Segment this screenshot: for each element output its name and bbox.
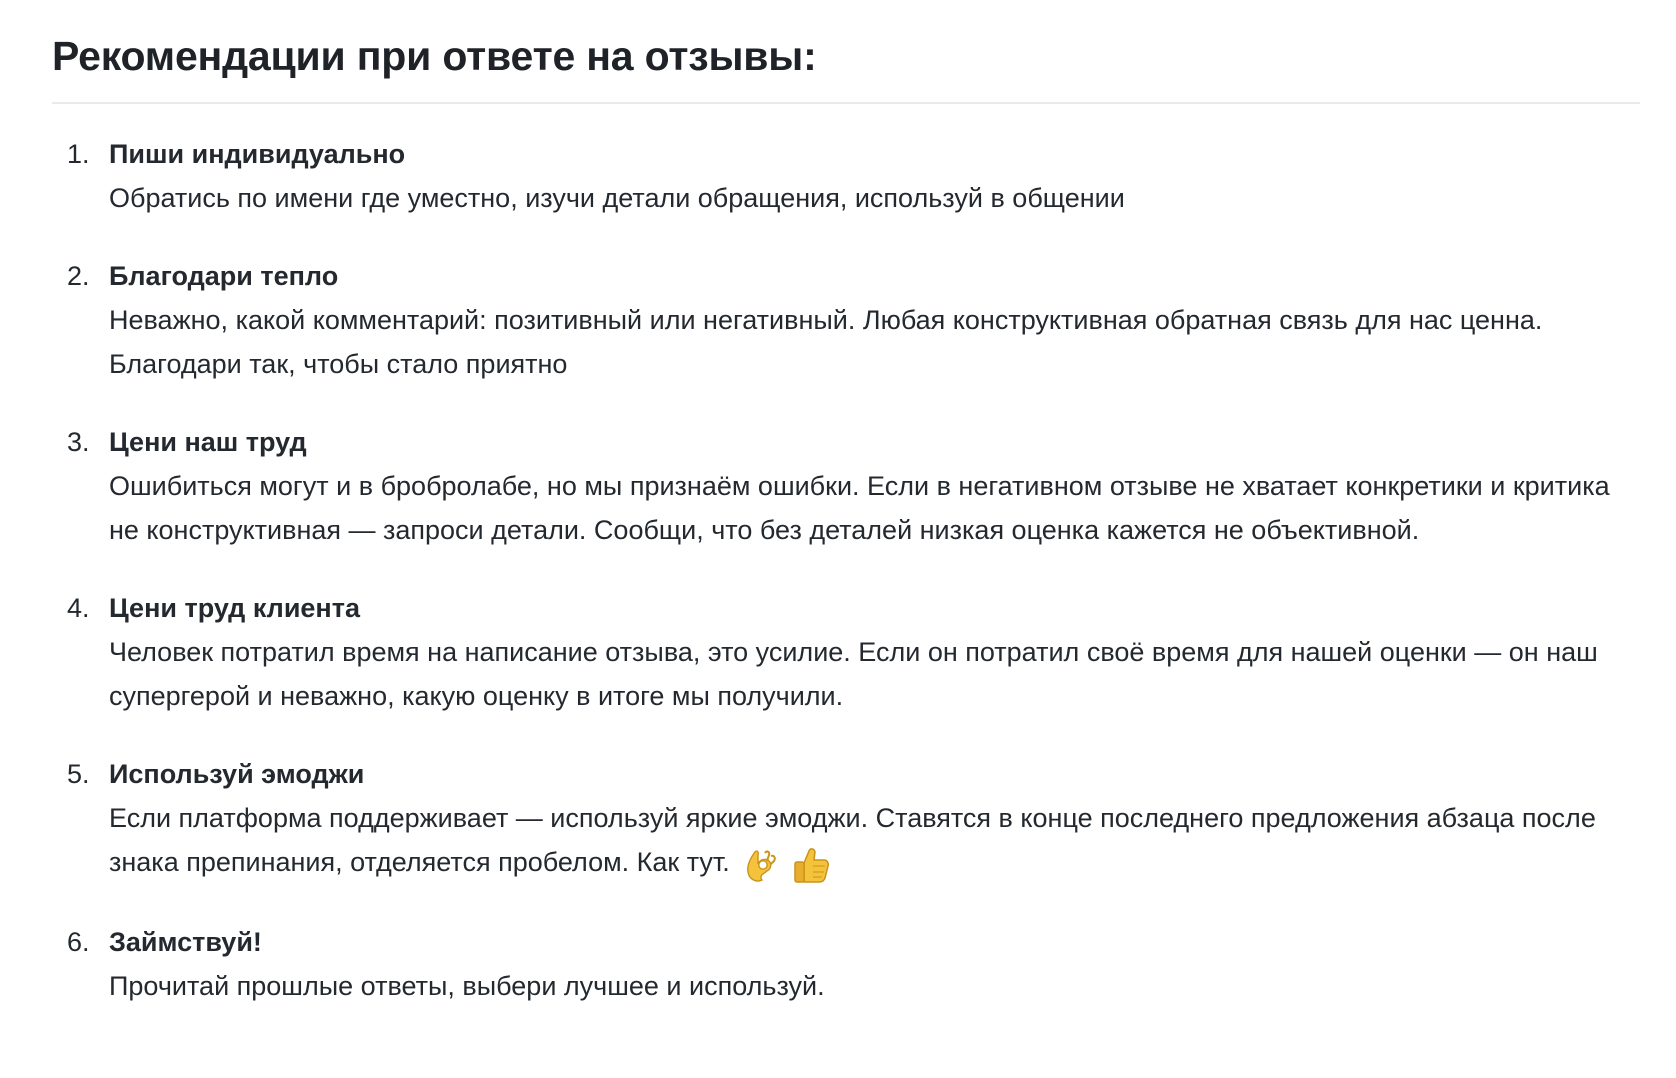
item-text: Прочитай прошлые ответы, выбери лучшее и используй. — [109, 971, 825, 1002]
item-number: 2. — [67, 261, 90, 291]
item-title: Благодари тепло — [109, 261, 339, 291]
emoji-group — [743, 841, 831, 886]
recommendations-list — [52, 132, 1628, 1008]
item-number: 4. — [67, 593, 90, 623]
item-title: Цени наш труд — [109, 427, 307, 457]
item-number: 5. — [67, 759, 90, 789]
item-title: Пиши индивидуально — [109, 139, 406, 169]
list-item — [52, 920, 1628, 1008]
item-number: 3. — [67, 427, 90, 457]
item-number: 6. — [67, 927, 90, 958]
item-title: Займствуй! — [109, 927, 262, 958]
ok-hand-icon — [743, 844, 781, 886]
item-text-with-emoji — [109, 796, 1628, 886]
list-item — [52, 132, 1628, 220]
item-title: Используй эмоджи — [109, 759, 365, 789]
item-text: Если платформа поддерживает — используй яркие эмоджи. Ставятся в конце последнего предложения абзаца после знака препинания, отделяется пробелом. Как тут. — [109, 803, 1596, 877]
item-number: 1. — [67, 139, 90, 169]
item-title: Цени труд клиента — [109, 593, 360, 623]
list-item — [52, 752, 1628, 886]
page-title: Рекомендации при ответе на отзывы: — [52, 28, 1640, 104]
list-item — [52, 254, 1628, 386]
list-item — [52, 586, 1628, 718]
thumbs-up-icon — [791, 844, 829, 886]
item-text: Обратись по имени где уместно, изучи детали обращения, используй в общении — [109, 183, 1125, 213]
list-item — [52, 420, 1628, 552]
item-text: Человек потратил время на написание отзыва, это усилие. Если он потратил своё время для нашей оценки — он наш супергерой и неважно, какую оценку в итоге мы получили. — [109, 637, 1598, 711]
item-text: Ошибиться могут и в бробролабе, но мы признаём ошибки. Если в негативном отзыве не хватает конкретики и критика не конструктивная — запроси детали. Сообщи, что без деталей низкая оценка кажется не объективной. — [109, 471, 1610, 545]
item-text: Неважно, какой комментарий: позитивный или негативный. Любая конструктивная обратная связь для нас ценна. Благодари так, чтобы стало приятно — [109, 305, 1543, 379]
